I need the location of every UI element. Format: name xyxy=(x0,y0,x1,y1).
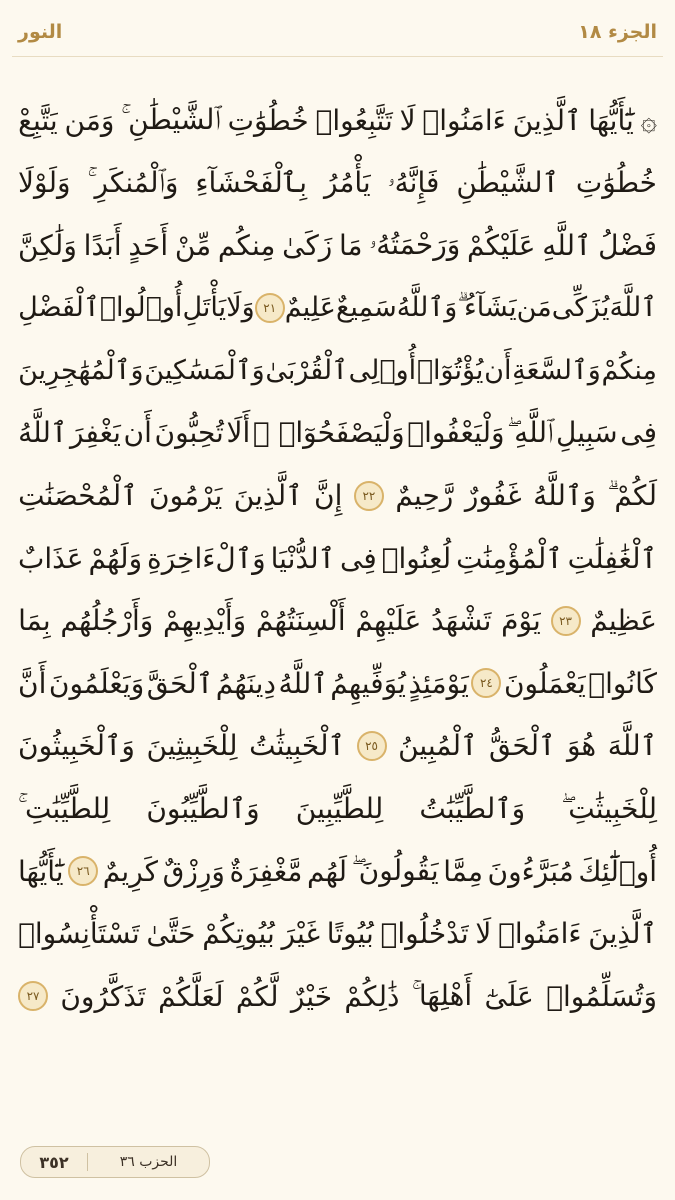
quran-word: تُحِبُّونَ xyxy=(154,416,224,450)
text-line xyxy=(18,340,657,400)
quran-word: زَكَىٰ xyxy=(282,228,333,262)
quran-word: فِى xyxy=(620,416,657,450)
quran-word: وَلْيَعْفُوا۟ xyxy=(407,416,505,450)
hizb-label: الحزب ٣٦ xyxy=(119,1154,178,1170)
surah-name: النور xyxy=(18,21,63,43)
ayah-number-marker: ٢١ xyxy=(255,293,285,323)
quran-word: أَحَدٍ xyxy=(128,228,169,262)
quran-word: عَلِيمٌ xyxy=(284,292,336,324)
quran-word: يَأْمُرُ xyxy=(323,166,371,200)
quran-word: عَلَيْهِمْ xyxy=(355,604,422,638)
quran-word: تَتَّبِعُوا۟ xyxy=(315,103,393,137)
quran-word: دِينَهُمُ xyxy=(215,666,276,700)
quran-word: وَلَوْلَا xyxy=(18,166,71,200)
quran-word: ٱللَّهِ xyxy=(542,228,592,262)
quran-word: وَأَرْجُلُهُم xyxy=(60,604,154,638)
quran-word: ٱلْقُرْبَىٰ xyxy=(265,354,348,386)
quran-word: عَظِيمٌ xyxy=(590,604,657,638)
quran-word: فَإِنَّهُۥ xyxy=(387,165,440,199)
quran-word: ٱلشَّيْطَٰنِ ۚ xyxy=(121,103,221,136)
quran-word: وَٱللَّهُ xyxy=(396,292,458,324)
quran-word: وَٱللَّهُ xyxy=(533,479,596,513)
quran-word: خُطُوَٰتِ xyxy=(575,166,657,200)
quran-word: ٱللَّهِ ۖ xyxy=(507,415,554,449)
quran-word: لِلْخَبِيثِينَ xyxy=(146,729,238,763)
text-line xyxy=(18,966,657,1026)
quran-word: مُبَرَّءُونَ xyxy=(487,854,574,888)
quran-word: ٱلْفَضْلِ xyxy=(18,292,100,324)
quran-word: وَلَا xyxy=(226,292,255,324)
quran-word: حَتَّىٰ xyxy=(146,917,196,951)
quran-word: مِمَّا xyxy=(443,854,483,888)
quran-word: أَلَا xyxy=(226,416,251,450)
quran-word: ٱللَّهَ xyxy=(609,292,657,324)
quran-word: فِى xyxy=(340,541,377,575)
quran-word: هُوَ xyxy=(566,729,597,763)
quran-word: ٱللَّهُ xyxy=(18,416,68,450)
quran-word: مَا xyxy=(339,228,363,262)
quran-word: بُيُوتِكُمْ xyxy=(202,917,275,951)
quran-word: أَبَدًا xyxy=(83,228,122,262)
quran-word: أَنَّ xyxy=(18,666,47,700)
text-line xyxy=(18,466,657,526)
quran-word: وَٱلطَّيِّبَٰتُ xyxy=(419,792,526,826)
quran-word: وَلْيَصْفَحُوٓا۟ ۗ xyxy=(252,416,405,450)
quran-word: وَٱلطَّيِّبُونَ xyxy=(146,792,260,826)
quran-word: غَفُورٌ xyxy=(464,479,522,513)
quran-word: ٱلْغَٰفِلَٰتِ xyxy=(567,541,657,575)
text-line xyxy=(18,653,657,713)
quran-word: أَلْسِنَتُهُمْ xyxy=(255,604,346,638)
quran-word: وَلَهُمْ xyxy=(88,541,143,575)
quran-word: وَٱلْءَاخِرَةِ xyxy=(147,541,266,575)
quran-word: يَوْمَئِذٍ xyxy=(408,666,469,700)
quran-word: ذَٰلِكُمْ xyxy=(344,979,400,1013)
quran-word: لَا xyxy=(475,917,492,951)
quran-word: مَّغْفِرَةٌ xyxy=(229,854,303,888)
quran-word: ٱلشَّيْطَٰنِ xyxy=(456,166,559,200)
ayah-number-marker: ٢٧ xyxy=(18,981,48,1011)
quran-word: وَٱلسَّعَةِ xyxy=(512,354,601,386)
quran-word: وَٱلْمَسَٰكِينَ xyxy=(144,354,265,386)
quran-word: أَهْلِهَا ۚ xyxy=(411,979,473,1013)
text-line xyxy=(18,779,657,839)
quran-word: وَمَن xyxy=(64,103,115,137)
quran-word: ٱلَّذِينَ xyxy=(233,479,303,513)
quran-word: تَذَكَّرُونَ xyxy=(60,979,146,1013)
quran-word: أُو۟لَٰٓئِكَ xyxy=(578,854,657,888)
quran-word: ءَامَنُوا۟ xyxy=(498,917,582,951)
quran-word: يُزَكِّى xyxy=(551,292,610,324)
juz-label: الجزء ١٨ xyxy=(578,21,657,43)
quran-word: سَمِيعٌ xyxy=(335,292,397,324)
quran-word: أُو۟لُوا۟ xyxy=(99,292,183,324)
quran-word: بُيُوتًا xyxy=(326,917,374,951)
quran-word: خَيْرٌ xyxy=(290,979,333,1013)
quran-word: تَدْخُلُوا۟ xyxy=(380,917,469,951)
quran-word: كَرِيمٌ xyxy=(102,854,159,888)
quran-word: يَتَّبِعْ xyxy=(18,103,58,137)
ayah-number-marker: ٢٤ xyxy=(471,668,501,698)
quran-word: أُو۟لِى xyxy=(348,354,417,386)
quran-word: تَشْهَدُ xyxy=(431,604,492,638)
ayah-number-marker: ٢٢ xyxy=(354,481,384,511)
quran-word: لُعِنُوا۟ xyxy=(381,541,452,575)
quran-word: مِنكُمْ xyxy=(601,354,657,386)
quran-word: يَعْمَلُونَ xyxy=(503,666,586,700)
quran-word: لِلْخَبِيثَٰتِ ۖ xyxy=(561,791,657,825)
quran-word: عَذَابٌ xyxy=(18,541,84,575)
quran-word: ٱللَّهُ xyxy=(278,666,328,700)
page-header xyxy=(18,14,657,50)
quran-word: وَأَيْدِيهِمْ xyxy=(163,604,247,638)
page-footer xyxy=(20,1146,210,1178)
quran-word: بِٱلْفَحْشَآءِ xyxy=(195,166,308,200)
quran-word: سَبِيلِ xyxy=(556,416,618,450)
quran-word: مِّنْ xyxy=(174,228,212,262)
quran-word: وَٱلْمُهَٰجِرِينَ xyxy=(18,354,144,386)
footer-divider xyxy=(87,1153,88,1171)
quran-word: ٱلْخَبِيثَٰتُ xyxy=(249,729,345,763)
quran-word: ٱلْحَقَّ xyxy=(146,666,214,700)
text-line xyxy=(18,841,657,901)
ayah-number-marker: ٢٥ xyxy=(357,731,387,761)
quran-word: يُؤْتُوٓا۟ xyxy=(416,354,484,386)
ayah-number-marker: ٢٣ xyxy=(551,606,581,636)
quran-word: ٱلْحَقُّ xyxy=(489,729,556,763)
quran-word: لِلطَّيِّبَٰتِ ۚ xyxy=(18,791,111,825)
quran-word: يَشَآءُ ۗ xyxy=(457,291,517,323)
text-line xyxy=(18,90,657,150)
quran-word: فَضْلُ xyxy=(598,228,657,262)
quran-word: عَلَيْكُمْ xyxy=(466,228,536,262)
text-line xyxy=(18,153,657,213)
quran-word: ۞ xyxy=(640,103,657,137)
quran-word: بِمَا xyxy=(18,604,51,638)
quran-word: وَٱلْخَبِيثُونَ xyxy=(18,729,135,763)
quran-word: تَسْتَأْنِسُوا۟ xyxy=(18,917,140,951)
text-line xyxy=(18,591,657,651)
quran-word: عَلَىٰٓ xyxy=(484,979,534,1013)
quran-word: لَكُمْ ۗ xyxy=(607,478,657,512)
text-line xyxy=(18,716,657,776)
quran-word: وَيَعْلَمُونَ xyxy=(48,666,145,700)
quran-word: رَّحِيمٌ xyxy=(395,479,454,513)
quran-word: غَيْرَ xyxy=(281,917,321,951)
text-line xyxy=(18,904,657,964)
ayah-number-marker: ٢٦ xyxy=(68,856,98,886)
quran-word: ٱلْمُحْصَنَٰتِ xyxy=(18,479,138,513)
quran-word: كَانُوا۟ xyxy=(588,666,657,700)
quran-word: أَن xyxy=(484,354,512,386)
header-divider xyxy=(12,56,663,57)
quran-word: ٱلَّذِينَ xyxy=(588,917,657,951)
quran-word: ٱلْمُؤْمِنَٰتِ xyxy=(456,541,563,575)
quran-word: يَٰٓأَيُّهَا xyxy=(18,854,64,888)
quran-word: يَٰٓأَيُّهَا xyxy=(588,103,634,137)
quran-word: وَرَحْمَتُهُۥ xyxy=(369,228,461,262)
text-line xyxy=(18,403,657,463)
quran-word: ٱللَّهَ xyxy=(607,729,657,763)
quran-word: ٱلَّذِينَ xyxy=(512,103,582,137)
quran-word: لَّكُمْ xyxy=(235,979,279,1013)
quran-word: يُوَفِّيهِمُ xyxy=(330,666,406,700)
quran-word: لَا xyxy=(399,103,416,137)
text-line xyxy=(18,278,657,338)
quran-word: يَأْتَلِ xyxy=(182,292,227,324)
quran-word: ٱلْمُبِينُ xyxy=(398,729,478,763)
quran-word: مِنكُم xyxy=(217,228,276,262)
quran-word: ٱلدُّنْيَا xyxy=(270,541,336,575)
quran-word: لَعَلَّكُمْ xyxy=(158,979,224,1013)
quran-word: خُطُوَٰتِ xyxy=(227,103,309,137)
quran-word: مَن xyxy=(516,292,552,324)
page-number: ٣٥٢ xyxy=(39,1152,69,1172)
quran-word: يَرْمُونَ xyxy=(149,479,223,513)
quran-word: لِلطَّيِّبِينَ xyxy=(295,792,384,826)
text-line xyxy=(18,215,657,275)
quran-word: وَتُسَلِّمُوا۟ xyxy=(546,979,657,1013)
quran-word: وَرِزْقٌ xyxy=(162,854,225,888)
quran-word: وَلَٰكِنَّ xyxy=(18,228,77,262)
quran-text xyxy=(18,90,657,1029)
quran-word: إِنَّ xyxy=(314,479,343,513)
quran-word: ءَامَنُوا۟ xyxy=(422,103,506,137)
quran-word: وَٱلْمُنكَرِ ۚ xyxy=(87,165,179,199)
quran-word: لَهُم xyxy=(306,854,348,888)
quran-word: أَن xyxy=(123,416,152,450)
text-line xyxy=(18,528,657,588)
quran-word: يَغْفِرَ xyxy=(69,416,121,450)
quran-word: يَوْمَ xyxy=(501,604,541,638)
quran-word: يَقُولُونَ ۖ xyxy=(351,854,439,888)
